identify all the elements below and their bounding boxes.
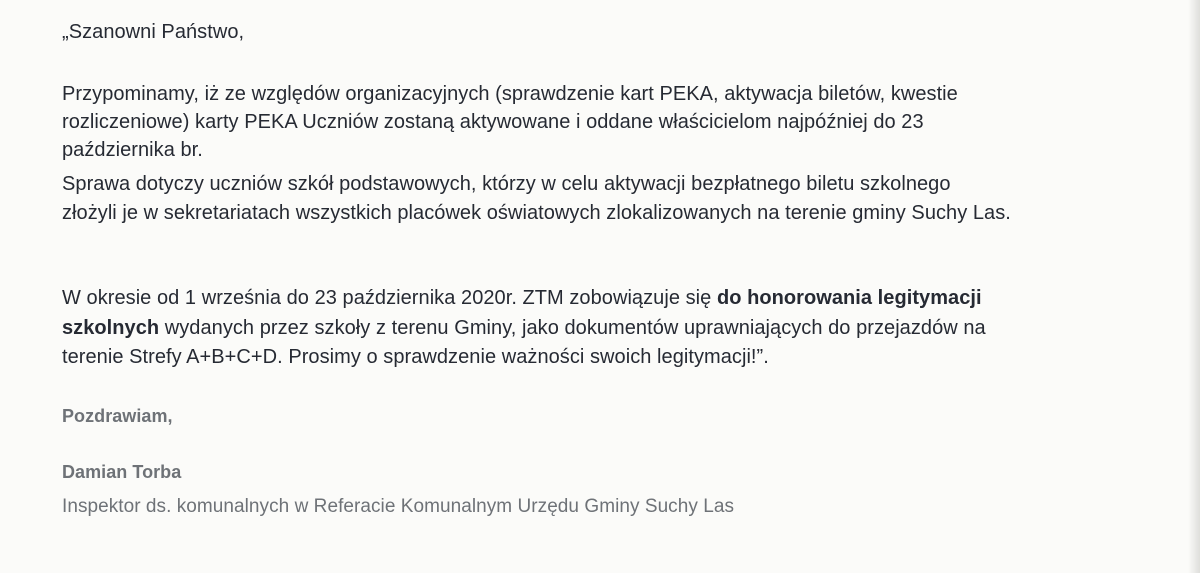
paragraph-2-line-3: terenie Strefy A+B+C+D. Prosimy o sprawdzenie ważności swoich legitymacji!”. xyxy=(62,346,769,368)
signatory-name: Damian Torba xyxy=(62,462,182,482)
paragraph-2-line-1 xyxy=(62,286,982,310)
paragraph-2-line-2-regular: wydanych przez szkoły z terenu Gminy, jako dokumentów uprawniających do przejazdów na xyxy=(159,317,986,339)
paragraph-1-line-4: Sprawa dotyczy uczniów szkół podstawowych, którzy w celu aktywacji bezpłatnego biletu szkolnego xyxy=(62,173,951,195)
paragraph-1-line-1: Przypominamy, iż ze względów organizacyjnych (sprawdzenie kart PEKA, aktywacja biletów, kwestie xyxy=(62,83,958,105)
closing: Pozdrawiam, xyxy=(62,406,173,426)
paper-edge-shadow xyxy=(1188,0,1200,573)
paragraph-2-line-1-regular: W okresie od 1 września do 23 października 2020r. ZTM zobowiązuje się xyxy=(62,287,717,309)
paragraph-2-line-1-bold: do honorowania legitymacji xyxy=(716,287,982,309)
greeting: „Szanowni Państwo, xyxy=(62,21,245,43)
paragraph-2-line-2-bold: szkolnych xyxy=(62,317,160,339)
paragraph-1-line-3: października br. xyxy=(62,139,203,161)
signatory-title: Inspektor ds. komunalnych w Referacie Komunalnym Urzędu Gminy Suchy Las xyxy=(62,496,735,517)
paragraph-2-line-2 xyxy=(62,316,986,340)
paragraph-1-line-5: złożyli je w sekretariatach wszystkich placówek oświatowych zlokalizowanych na terenie gminy Suchy Las. xyxy=(62,202,1011,224)
paragraph-1-line-2: rozliczeniowe) karty PEKA Uczniów zostaną aktywowane i oddane właścicielom najpóźniej do 23 xyxy=(62,111,924,133)
